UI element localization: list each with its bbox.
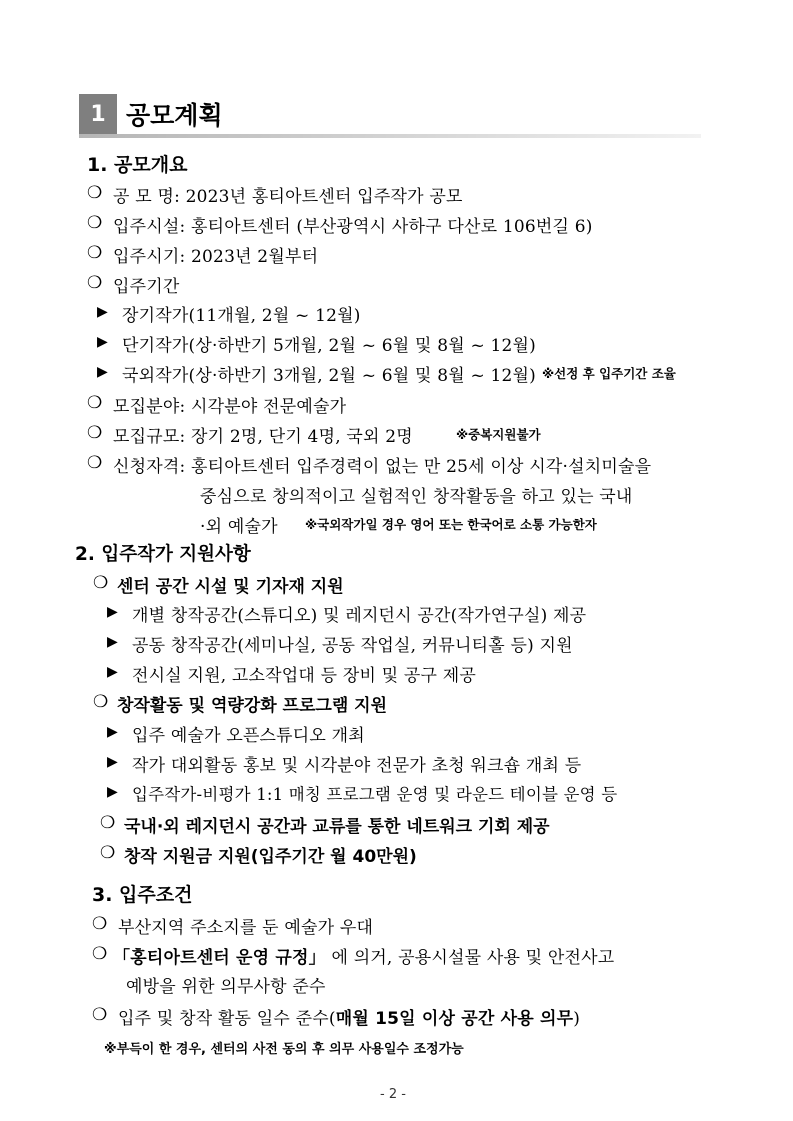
- triangle-bullet-icon: ▶: [107, 604, 118, 620]
- support-program-1: 입주 예술가 오픈스튜디오 개최: [132, 726, 365, 746]
- support-space-3: 전시실 지원, 고소작업대 등 장비 및 공구 제공: [132, 666, 477, 686]
- circle-bullet-icon: ❍: [93, 573, 109, 593]
- circle-bullet-icon: ❍: [87, 213, 103, 233]
- circle-bullet-icon: ❍: [92, 1005, 108, 1025]
- overview-facility: 입주시설: 홍티아트센터 (부산광역시 사하구 다산로 106번길 6): [113, 217, 593, 237]
- overview-qualification-1: 신청자격: 홍티아트센터 입주경력이 없는 만 25세 이상 시각·설치미술을: [113, 457, 652, 477]
- support-program-3: 입주작가-비평가 1:1 매칭 프로그램 운영 및 라운드 테이블 운영 등: [132, 785, 618, 804]
- term-short: 단기작가(상·하반기 5개월, 2월 ~ 6월 및 8월 ~ 12월): [122, 336, 537, 356]
- condition-2-continued: 예방을 위한 의무사항 준수: [126, 977, 326, 997]
- triangle-bullet-icon: ▶: [97, 334, 108, 350]
- circle-bullet-icon: ❍: [87, 393, 103, 413]
- support-network: 국내·외 레지던시 공간과 교류를 통한 네트워크 기회 제공: [124, 817, 550, 837]
- support-space-1: 개별 창작공간(스튜디오) 및 레지던시 공간(작가연구실) 제공: [132, 606, 587, 626]
- page-number: - 2 -: [380, 1087, 406, 1102]
- overview-name: 공 모 명: 2023년 홍티아트센터 입주작가 공모: [113, 187, 463, 207]
- overview-scale: 모집규모: 장기 2명, 단기 4명, 국외 2명: [113, 427, 413, 447]
- heading-overview: 1. 공모개요: [87, 154, 188, 176]
- condition-3: [118, 1004, 580, 1029]
- overview-field: 모집분야: 시각분야 전문예술가: [113, 397, 347, 417]
- circle-bullet-icon: ❍: [93, 692, 109, 712]
- term-long: 장기작가(11개월, 2월 ~ 12월): [122, 306, 361, 326]
- heading-support: 2. 입주작가 지원사항: [75, 544, 251, 565]
- overview-qualification-3: ·외 예술가: [200, 517, 278, 537]
- support-grant: 창작 지원금 지원(입주기간 월 40만원): [124, 847, 417, 867]
- circle-bullet-icon: ❍: [92, 914, 108, 934]
- circle-bullet-icon: ❍: [100, 843, 116, 863]
- condition-note: ※부득이 한 경우, 센터의 사전 동의 후 의무 사용일수 조정가능: [104, 1042, 464, 1057]
- condition-3-pre: 입주 및 창작 활동 일수 준수(: [118, 1009, 336, 1029]
- section-title: 공모계획: [126, 101, 223, 130]
- heading-conditions: 3. 입주조건: [92, 884, 193, 906]
- condition-2-regulation: 「홍티아트센터 운영 규정」: [113, 948, 326, 968]
- overview-scale-note: ※중복지원불가: [456, 427, 541, 442]
- circle-bullet-icon: ❍: [87, 243, 103, 263]
- overview-term: 입주기간: [113, 277, 180, 297]
- condition-1: 부산지역 주소지를 둔 예술가 우대: [118, 918, 374, 938]
- triangle-bullet-icon: ▶: [107, 784, 118, 800]
- overview-period: 입주시기: 2023년 2월부터: [113, 247, 319, 267]
- term-intl-note: ※선정 후 입주기간 조율: [542, 366, 676, 381]
- circle-bullet-icon: ❍: [100, 813, 116, 833]
- support-space: 센터 공간 시설 및 기자재 지원: [117, 577, 344, 597]
- condition-3-emphasis: 매월 15일 이상 공간 사용 의무: [335, 1009, 574, 1029]
- support-program-2: 작가 대외활동 홍보 및 시각분야 전문가 초청 워크숍 개최 등: [132, 756, 582, 776]
- condition-3-post: ): [573, 1009, 581, 1029]
- triangle-bullet-icon: ▶: [107, 664, 118, 680]
- triangle-bullet-icon: ▶: [107, 634, 118, 650]
- term-intl: 국외작가(상·하반기 3개월, 2월 ~ 6월 및 8월 ~ 12월): [122, 366, 537, 386]
- support-program: 창작활동 및 역량강화 프로그램 지원: [117, 696, 388, 716]
- support-space-2: 공동 창작공간(세미나실, 공동 작업실, 커뮤니티홀 등) 지원: [132, 636, 573, 656]
- section-number-badge: [79, 94, 117, 134]
- overview-qualification-2: 중심으로 창의적이고 실험적인 창작활동을 하고 있는 국내: [200, 487, 633, 507]
- condition-2: [113, 943, 614, 968]
- circle-bullet-icon: ❍: [87, 183, 103, 203]
- overview-qualification-note: ※국외작가일 경우 영어 또는 한국어로 소통 가능한자: [305, 517, 597, 532]
- triangle-bullet-icon: ▶: [97, 304, 108, 320]
- circle-bullet-icon: ❍: [87, 423, 103, 443]
- triangle-bullet-icon: ▶: [107, 724, 118, 740]
- condition-2-rest: 에 의거, 공용시설물 사용 및 안전사고: [325, 948, 615, 968]
- section-title-underline: [79, 134, 701, 138]
- circle-bullet-icon: ❍: [87, 453, 103, 473]
- triangle-bullet-icon: ▶: [107, 754, 118, 770]
- circle-bullet-icon: ❍: [87, 273, 103, 293]
- section-number: 1: [90, 101, 106, 127]
- circle-bullet-icon: ❍: [92, 944, 108, 964]
- triangle-bullet-icon: ▶: [97, 364, 108, 380]
